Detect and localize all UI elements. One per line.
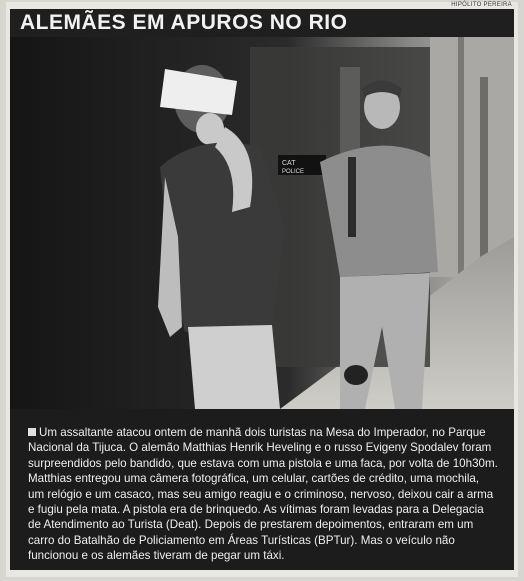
police-sign-line2: POLICE — [282, 169, 305, 175]
photo-illustration — [10, 37, 514, 409]
headline: ALEMÃES EM APUROS NO RIO — [20, 11, 348, 34]
caption-body: Um assaltante atacou ontem de manhã dois turistas na Mesa do Imperador, no Parque Nacional da Tijuca. O alemão Matthias Henrik Heveling e o russo Evigeny Spodalev foram surpreendidos pelo bandido, que estava com uma pistola e uma faca, por volta de 10h30m. Matthias entregou uma câmera fotográfica, um celular, cartões de crédito, uma mochila, um relógio e um casaco, mas seu amigo reagiu e o criminoso, nervoso, deixou cair a arma e fugiu pela mata. A pistola era de brinquedo. As vítimas foram levadas para a Delegacia de Atendimento ao Turista (Deat). Depois de prestarem depoimentos, entraram em um carro do Batalhão de Policiamento em Áreas Turísticas (BPTur). Mas o veículo não funcionou e os alemães tiveram de pegar um táxi. — [28, 426, 498, 563]
newspaper-clipping — [6, 2, 518, 577]
caption-box — [10, 409, 514, 570]
headline-banner — [10, 9, 514, 37]
caption-text — [28, 425, 498, 564]
bullet-square — [28, 428, 36, 436]
news-photo — [10, 37, 514, 409]
police-sign-line1: CAT — [282, 160, 296, 167]
photo-credit: HIPÓLITO PEREIRA — [451, 2, 512, 8]
